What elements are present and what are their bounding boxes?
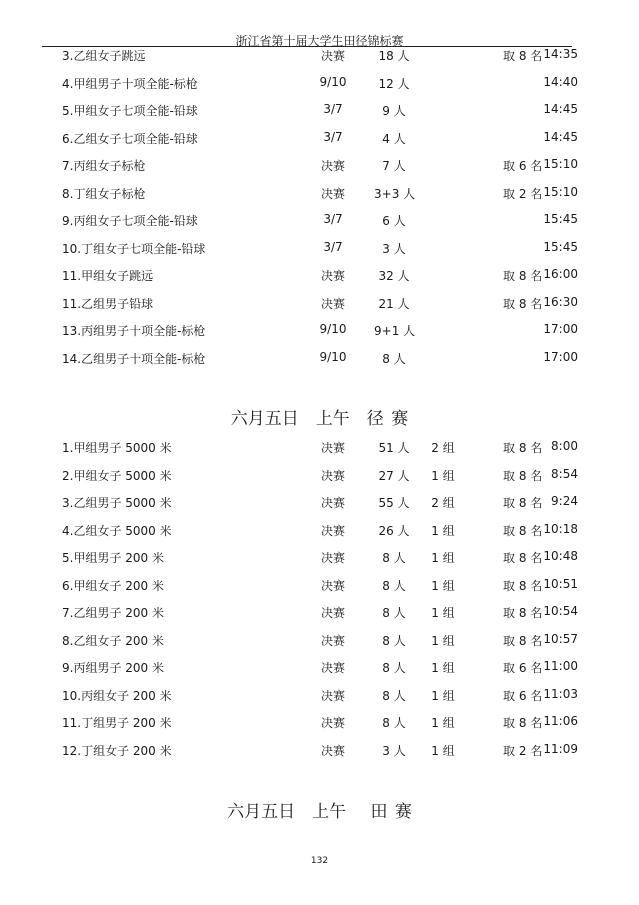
event-name: 4.乙组女子 5000 米: [62, 523, 172, 538]
group-count: 2 组: [431, 496, 455, 510]
qualify-count: 取 2 名: [503, 743, 543, 758]
start-time: 10:48: [543, 549, 578, 563]
schedule-row: [0, 494, 639, 514]
start-time: 8:00: [551, 439, 578, 453]
qualify-count: 取 8 名: [503, 441, 543, 455]
schedule-row: [0, 742, 639, 762]
event-stage: 3/7: [323, 102, 343, 116]
qualify-count: 取 2 名: [503, 186, 543, 201]
qualify-count: 取 8 名: [503, 716, 543, 730]
start-time: 15:45: [543, 239, 578, 254]
event-stage: 9/10: [319, 74, 347, 89]
event-name: 5.甲组女子七项全能-铅球: [62, 104, 198, 118]
entrant-count: 27 人: [378, 468, 410, 483]
event-name: 11.乙组男子铅球: [62, 296, 154, 311]
entrant-count: 8 人: [382, 688, 406, 703]
event-stage: 9/10: [319, 349, 347, 364]
schedule-row: [0, 577, 639, 597]
event-name: 7.乙组男子 200 米: [62, 606, 164, 620]
entrant-count: 8 人: [382, 551, 406, 565]
schedule-row: [0, 102, 639, 122]
entrant-count: 51 人: [378, 441, 410, 455]
event-stage: 决赛: [320, 688, 345, 703]
event-stage: 决赛: [320, 296, 345, 311]
schedule-row: [0, 75, 639, 95]
entrant-count: 8 人: [382, 606, 406, 620]
qualify-count: 取 8 名: [503, 606, 543, 620]
schedule-row: [0, 604, 639, 624]
qualify-count: 取 8 名: [503, 523, 543, 538]
event-name: 4.甲组男子十项全能-标枪: [62, 76, 198, 91]
entrant-count: 7 人: [382, 159, 406, 173]
schedule-row: [0, 439, 639, 459]
entrant-count: 32 人: [378, 269, 410, 283]
start-time: 17:00: [543, 349, 578, 364]
qualify-count: 取 8 名: [503, 633, 543, 648]
entrant-count: 4 人: [382, 131, 406, 146]
event-name: 3.乙组女子跳远: [62, 49, 146, 63]
qualify-count: 取 8 名: [503, 496, 543, 510]
schedule-row: [0, 687, 639, 707]
event-name: 7.丙组女子标枪: [62, 159, 146, 173]
qualify-count: 取 8 名: [503, 269, 543, 283]
event-name: 14.乙组男子十项全能-标枪: [62, 351, 206, 366]
start-time: 10:51: [543, 576, 578, 591]
schedule-row: [0, 632, 639, 652]
qualify-count: 取 8 名: [503, 578, 543, 593]
entrant-count: 26 人: [378, 523, 410, 538]
group-count: 1 组: [431, 578, 455, 593]
entrant-count: 8 人: [382, 633, 406, 648]
entrant-count: 3 人: [382, 241, 406, 256]
start-time: 16:00: [543, 267, 578, 281]
entrant-count: 21 人: [378, 296, 410, 311]
event-stage: 3/7: [323, 239, 343, 254]
event-stage: 3/7: [323, 212, 343, 226]
group-count: 1 组: [431, 688, 455, 703]
event-stage: 决赛: [320, 633, 345, 648]
entrant-count: 8 人: [382, 716, 406, 730]
group-count: 1 组: [431, 606, 455, 620]
entrant-count: 9+1 人: [374, 324, 416, 338]
schedule-row: [0, 522, 639, 542]
start-time: 14:45: [543, 102, 578, 116]
entrant-count: 8 人: [382, 351, 406, 366]
track-section-title: 六月五日 上午 径 赛: [230, 409, 409, 429]
document-header: 浙江省第十届大学生田径锦标赛: [235, 34, 404, 48]
event-stage: 决赛: [320, 468, 345, 483]
start-time: 15:10: [543, 157, 578, 171]
qualify-count: 取 6 名: [503, 159, 543, 173]
qualify-count: 取 8 名: [503, 551, 543, 565]
schedule-row: [0, 659, 639, 679]
event-stage: 决赛: [320, 716, 345, 730]
entrant-count: 9 人: [382, 104, 406, 118]
event-name: 12.丁组女子 200 米: [62, 743, 172, 758]
entrant-count: 55 人: [378, 496, 410, 510]
event-stage: 决赛: [320, 159, 345, 173]
schedule-row: [0, 714, 639, 734]
start-time: 16:30: [543, 294, 578, 309]
event-stage: 决赛: [320, 661, 345, 675]
event-name: 8.丁组女子标枪: [62, 186, 146, 201]
group-count: 2 组: [431, 441, 455, 455]
start-time: 10:18: [543, 521, 578, 536]
start-time: 14:35: [543, 47, 578, 61]
entrant-count: 3+3 人: [374, 186, 416, 201]
schedule-row: [0, 267, 639, 287]
schedule-row: [0, 467, 639, 487]
event-stage: 3/7: [323, 129, 343, 144]
start-time: 17:00: [543, 322, 578, 336]
schedule-row: [0, 350, 639, 370]
qualify-count: 取 8 名: [503, 49, 543, 63]
event-stage: 9/10: [319, 322, 347, 336]
entrant-count: 12 人: [378, 76, 410, 91]
event-stage: 决赛: [320, 743, 345, 758]
schedule-row: [0, 322, 639, 342]
entrant-count: 3 人: [382, 743, 406, 758]
start-time: 15:10: [543, 184, 578, 199]
start-time: 10:54: [543, 604, 578, 618]
event-name: 6.乙组女子七项全能-铅球: [62, 131, 198, 146]
event-stage: 决赛: [320, 441, 345, 455]
schedule-row: [0, 185, 639, 205]
event-stage: 决赛: [320, 186, 345, 201]
start-time: 15:45: [543, 212, 578, 226]
event-name: 10.丙组女子 200 米: [62, 688, 172, 703]
page-number: 132: [310, 856, 329, 866]
event-stage: 决赛: [320, 49, 345, 63]
event-name: 2.甲组女子 5000 米: [62, 468, 172, 483]
event-stage: 决赛: [320, 269, 345, 283]
entrant-count: 8 人: [382, 578, 406, 593]
entrant-count: 18 人: [378, 49, 410, 63]
qualify-count: 取 8 名: [503, 296, 543, 311]
start-time: 9:24: [551, 494, 578, 508]
schedule-row: [0, 157, 639, 177]
group-count: 1 组: [431, 468, 455, 483]
event-stage: 决赛: [320, 606, 345, 620]
event-stage: 决赛: [320, 578, 345, 593]
event-name: 1.甲组男子 5000 米: [62, 441, 172, 455]
event-name: 3.乙组男子 5000 米: [62, 496, 172, 510]
event-name: 9.丙组女子七项全能-铅球: [62, 214, 198, 228]
start-time: 14:45: [543, 129, 578, 144]
event-stage: 决赛: [320, 551, 345, 565]
start-time: 11:00: [543, 659, 578, 673]
field-section-title: 六月五日 上午 田 赛: [227, 802, 412, 822]
event-name: 8.乙组女子 200 米: [62, 633, 164, 648]
group-count: 1 组: [431, 743, 455, 758]
event-name: 13.丙组男子十项全能-标枪: [62, 324, 206, 338]
event-name: 11.丁组男子 200 米: [62, 716, 172, 730]
schedule-row: [0, 295, 639, 315]
start-time: 11:03: [543, 686, 578, 701]
event-name: 10.丁组女子七项全能-铅球: [62, 241, 206, 256]
group-count: 1 组: [431, 523, 455, 538]
start-time: 14:40: [543, 74, 578, 89]
schedule-row: [0, 130, 639, 150]
schedule-row: [0, 240, 639, 260]
start-time: 8:54: [551, 466, 578, 481]
event-stage: 决赛: [320, 496, 345, 510]
qualify-count: 取 8 名: [503, 468, 543, 483]
event-name: 9.丙组男子 200 米: [62, 661, 164, 675]
group-count: 1 组: [431, 716, 455, 730]
qualify-count: 取 6 名: [503, 688, 543, 703]
event-name: 6.甲组女子 200 米: [62, 578, 164, 593]
event-stage: 决赛: [320, 523, 345, 538]
group-count: 1 组: [431, 633, 455, 648]
schedule-row: [0, 212, 639, 232]
entrant-count: 8 人: [382, 661, 406, 675]
start-time: 11:09: [543, 741, 578, 756]
group-count: 1 组: [431, 551, 455, 565]
entrant-count: 6 人: [382, 214, 406, 228]
start-time: 10:57: [543, 631, 578, 646]
group-count: 1 组: [431, 661, 455, 675]
schedule-row: [0, 47, 639, 67]
qualify-count: 取 6 名: [503, 661, 543, 675]
event-name: 11.甲组女子跳远: [62, 269, 154, 283]
schedule-row: [0, 549, 639, 569]
start-time: 11:06: [543, 714, 578, 728]
event-name: 5.甲组男子 200 米: [62, 551, 164, 565]
